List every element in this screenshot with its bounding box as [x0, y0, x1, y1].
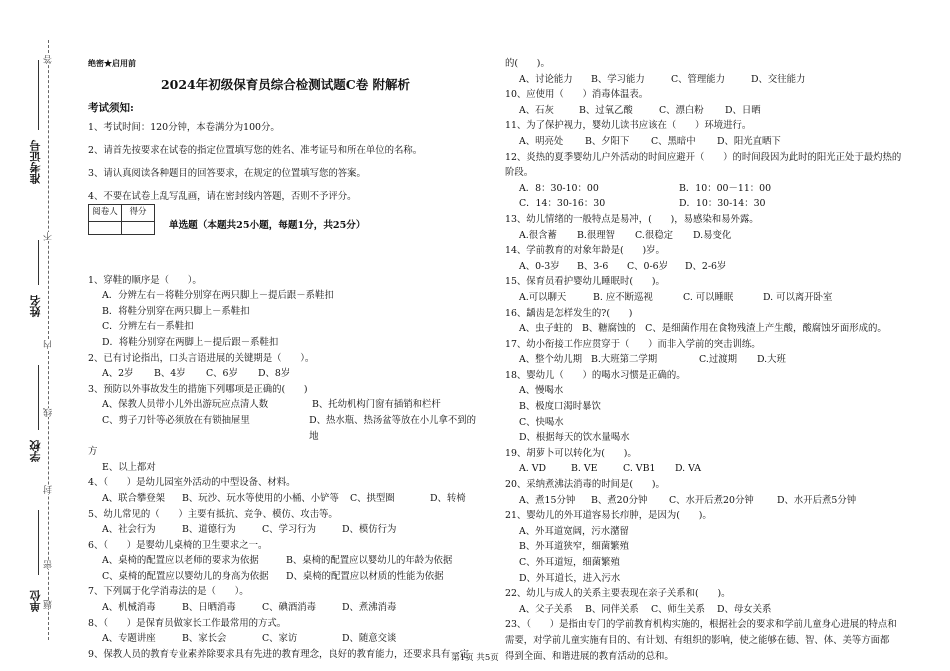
- option-b: B、煮20分钟: [591, 494, 648, 506]
- seal-mark-4: 线: [44, 408, 54, 417]
- option-d: D、热水瓶、热汤盆等放在小儿拿不到的地: [309, 414, 477, 442]
- option-c: C．分辨左右－系鞋扣: [102, 321, 194, 333]
- exam-number-label: 准考证号: [29, 140, 42, 184]
- seal-mark-tail: 题: [44, 600, 54, 609]
- question-6: [88, 538, 483, 585]
- option-a: A、机械消毒: [102, 602, 156, 614]
- instruction-4: 4、不要在试卷上乱写乱画，请在密封线内答题，否则不予评分。: [88, 190, 357, 202]
- option-a: A、整个幼儿期: [519, 354, 583, 366]
- exam-number-line: [38, 60, 39, 130]
- question-stem: 16、龋齿是怎样发生的?( ): [505, 307, 633, 319]
- question-14: [505, 243, 923, 274]
- option-a: A、2岁: [102, 368, 134, 380]
- option-c: C、拱型圈: [350, 492, 395, 504]
- options-row: [505, 103, 923, 119]
- question-stem-continued: 得到全面、和谐进展的教育活动的总和。: [505, 650, 674, 662]
- question-19: [505, 446, 923, 477]
- option-a: A、父子关系: [519, 603, 573, 615]
- question-stem-continued: 需要，对学前儿童实施有目的、有计划、有组织的影响，使之能够在德、智、体、美等方面都: [505, 634, 890, 646]
- question-stem-continued: 阶段。: [505, 167, 534, 179]
- page-footer: 第1页 共5页: [451, 653, 499, 663]
- question-8: [88, 616, 483, 647]
- option-d: D、转椅: [430, 492, 466, 504]
- options-row: [88, 569, 483, 585]
- option-b: B、桌椅的配置应以婴幼儿的年龄为依据: [286, 555, 453, 567]
- option-c: C.过渡期: [699, 354, 737, 366]
- options-row: [505, 196, 923, 212]
- question-10: [505, 87, 923, 118]
- option-b: B、3-6: [577, 260, 609, 272]
- option-c: C、管理能力: [671, 73, 726, 85]
- school-line: [38, 365, 39, 430]
- option-d: D．将鞋分别穿在两脚上－提后跟－系鞋扣: [102, 336, 279, 348]
- option-b: B、日晒消毒: [182, 602, 236, 614]
- question-stem: 1、穿鞋的顺序是（ ）。: [88, 274, 202, 286]
- option-b: B、托幼机构门窗有插销和栏杆: [312, 399, 441, 411]
- question-stem: 9、保教人员的教育专业素养除要求具有先进的教育理念，良好的教育能力，还要求具有一定: [88, 648, 469, 660]
- option-c: C、水开后煮20分钟: [669, 494, 754, 506]
- option-b: B. VE: [571, 463, 598, 475]
- question-stem: 6、（ ）是婴幼儿桌椅的卫生要求之一。: [88, 539, 268, 551]
- options-row: [505, 134, 923, 150]
- options-row: [88, 491, 483, 507]
- option-d: D、模仿行为: [342, 524, 397, 536]
- options-row: [88, 522, 483, 538]
- option-a: A、明亮处: [519, 135, 564, 147]
- question-stem: 13、幼儿情绪的一般特点是易冲，( )，易感染和易外露。: [505, 213, 759, 225]
- question-4: [88, 475, 483, 506]
- option-e: E、以上都对: [102, 461, 156, 473]
- option-a: A、石灰: [519, 104, 554, 116]
- option-a: A.很含蓄: [519, 229, 557, 241]
- left-column: [88, 56, 483, 662]
- instruction-1: 1、考试时间：120分钟，本卷满分为100分。: [88, 121, 280, 133]
- options-row: [505, 493, 923, 509]
- option-b: B、玩沙、玩水等使用的小桶、小铲等: [182, 492, 339, 504]
- options-row: [505, 290, 923, 306]
- option-d: D、8岁: [258, 368, 291, 380]
- score-row: [88, 207, 483, 241]
- question-stem: 7、下列属于化学消毒法的是（ ）。: [88, 586, 249, 598]
- question-stem: 20、采纳煮沸法消毒的时间是( )。: [505, 479, 665, 491]
- option-d: D、母女关系: [717, 603, 772, 615]
- option-b: B.很理智: [577, 229, 615, 241]
- option-a: A、社会行为: [102, 524, 156, 536]
- question-9-continued: [505, 56, 923, 87]
- question-stem: 5、幼儿常见的（ ）主要有抵抗、竞争、模仿、攻击等。: [88, 508, 338, 520]
- option-c: C、桌椅的配置应以婴幼儿的身高为依据: [102, 570, 269, 582]
- option-b: B.大班第二学期: [591, 354, 658, 366]
- question-17: [505, 337, 923, 368]
- question-16: [505, 306, 923, 337]
- question-1: [88, 273, 483, 351]
- options-row: [88, 397, 483, 413]
- seal-mark-1: 答: [44, 55, 54, 64]
- question-stem: 3、预防以外事故发生的措施下列哪项是正确的( ): [88, 383, 308, 395]
- question-stem: 4、（ ）是幼儿园室外活动的中型设备、材料。: [88, 477, 296, 489]
- option-a: A、讨论能力: [519, 73, 573, 85]
- option-a: A、保教人员带小儿外出游玩应点清人数: [102, 399, 269, 411]
- question-stem: 15、保育员看护婴幼儿睡眠时( )。: [505, 276, 665, 288]
- option-d-continued: 方: [88, 446, 98, 458]
- question-2: [88, 351, 483, 382]
- option-b: B、道德行为: [182, 524, 236, 536]
- option-a: A．分辨左右－将鞋分别穿在两只脚上－提后跟－系鞋扣: [102, 290, 334, 302]
- option-a: A.可以聊天: [519, 291, 567, 303]
- option-a: A、专题讲座: [102, 633, 156, 645]
- option-c: C、漂白粉: [659, 104, 704, 116]
- option-a: A、联合攀登架: [102, 492, 166, 504]
- option-c: C、碘酒消毒: [262, 602, 317, 614]
- question-7: [88, 584, 483, 615]
- options-row: [505, 181, 923, 197]
- question-15: [505, 274, 923, 305]
- option-b: B、极度口渴时暴饮: [519, 401, 601, 413]
- question-13: [505, 212, 923, 243]
- question-stem: 21、婴幼儿的外耳道容易长疖肿，是因为( )。: [505, 510, 712, 522]
- question-22: [505, 586, 923, 617]
- question-stem: 22、幼儿与成人的关系主要表现在亲子关系和( )。: [505, 588, 731, 600]
- options-row: [88, 366, 483, 382]
- score-cell: 得分: [122, 205, 155, 222]
- option-a: A、慢喝水: [519, 385, 564, 397]
- question-11: [505, 118, 923, 149]
- option-b: B、4岁: [154, 368, 186, 380]
- question-stem: 18、婴幼儿（ ）的喝水习惯是正确的。: [505, 369, 686, 381]
- option-b: B．10：00－11：00: [679, 182, 772, 194]
- option-c: C.很稳定: [635, 229, 673, 241]
- options-row: [505, 72, 923, 88]
- question-18: [505, 368, 923, 446]
- question-3: [88, 382, 483, 476]
- option-c: C. 可以睡眠: [683, 291, 734, 303]
- score-table: [88, 204, 155, 235]
- option-d: D. VA: [675, 463, 702, 475]
- question-21: [505, 508, 923, 586]
- option-d: D、根据每天的饮水量喝水: [519, 432, 630, 444]
- option-c: C、外耳道短，细菌繁殖: [519, 557, 620, 568]
- grader-blank[interactable]: [89, 221, 122, 234]
- question-stem-continued: 的( )。: [505, 58, 550, 69]
- seal-mark-3: 内: [44, 340, 54, 349]
- unit-label: 单位: [29, 590, 42, 612]
- questions-left: [88, 273, 483, 663]
- option-c: C．14：30-16：30: [519, 198, 606, 210]
- option-d: D、水开后煮5分钟: [777, 494, 857, 506]
- question-5: [88, 507, 483, 538]
- question-stem: 11、为了保护视力，婴幼儿读书应该在（ ）环境进行。: [505, 120, 752, 132]
- option-c: C、师生关系: [651, 603, 706, 615]
- options-row: [88, 631, 483, 647]
- option-a: A、桌椅的配置应以老师的要求为依据: [102, 555, 259, 567]
- options-row: [505, 461, 923, 477]
- instruction-3: 3、请认真阅读各种题目的回答要求，在规定的位置填写您的答案。: [88, 167, 366, 179]
- option-c: C、家访: [262, 633, 298, 645]
- question-stem: 14、学前教育的对象年龄是( )岁。: [505, 245, 665, 257]
- question-stem: 2、已有讨论指出，口头言语进展的关键期是（ ）。: [88, 352, 315, 364]
- seal-mark-2: 不: [44, 232, 54, 241]
- option-a: A、0-3岁: [519, 260, 560, 272]
- question-12: [505, 150, 923, 212]
- question-stem: 17、幼小衔接工作应贯穿于（ ）而非入学前的突击训练。: [505, 338, 761, 350]
- question-stem: 8、（ ）是保育员做家长工作最常用的方式。: [88, 617, 287, 629]
- page-title: 2024年初级保育员综合检测试题C卷 附解析: [160, 76, 411, 92]
- option-d: D、2-6岁: [685, 260, 727, 272]
- option-b: B．将鞋分别穿在两只脚上－系鞋扣: [102, 305, 250, 317]
- binding-margin: [0, 0, 80, 671]
- option-a: A. VD: [519, 463, 547, 475]
- option-b: B、学习能力: [591, 73, 645, 85]
- score-blank[interactable]: [122, 221, 155, 234]
- grader-cell: 阅卷人: [89, 205, 122, 222]
- option-c: C、剪子刀针等必须放在有锁抽屉里: [102, 414, 250, 426]
- options-line: A、虫子蛀的 B、糖腐蚀的 C、是细菌作用在食物残渣上产生酸，酸腐蚀牙面形成的。: [519, 323, 887, 335]
- options-row: [88, 553, 483, 569]
- option-b: B、夕阳下: [585, 135, 630, 147]
- option-a: A．8：30-10：00: [519, 182, 599, 194]
- option-d: D. 可以离开卧室: [763, 291, 833, 303]
- option-d: D.大班: [757, 354, 786, 366]
- options-row: [505, 259, 923, 275]
- section-heading: 单选题（本题共25小题，每题1分，共25分）: [169, 219, 366, 231]
- option-c: C. VB1: [623, 463, 656, 475]
- question-stem: 23、（ ）是指由专门的学前教育机构实施的，根据社会的要求和学前儿童身心进展的特点和: [505, 619, 897, 631]
- option-b: B、同伴关系: [585, 603, 639, 615]
- name-line: [38, 240, 39, 285]
- question-20: [505, 477, 923, 508]
- option-b: B、家长会: [182, 633, 227, 645]
- option-c: C、快喝水: [519, 416, 564, 428]
- options-row: [505, 228, 923, 244]
- option-a: A、外耳道宽阔，污水潴留: [519, 525, 629, 537]
- option-d: D、阳光直晒下: [717, 135, 781, 147]
- option-d: D、交往能力: [751, 73, 806, 85]
- option-c: C、6岁: [206, 368, 238, 380]
- option-d: D、日晒: [725, 104, 761, 116]
- seal-mark-6: 密: [44, 560, 54, 569]
- option-d: D．10：30-14：30: [679, 198, 766, 210]
- secret-mark: 绝密★启用前: [88, 58, 136, 68]
- option-d: D、煮沸消毒: [342, 602, 397, 614]
- option-c: C、黑暗中: [651, 135, 696, 147]
- options-row: [505, 352, 923, 368]
- notice-title: 考试须知:: [88, 101, 134, 114]
- instruction-2: 2、请首先按要求在试卷的指定位置填写您的姓名、准考证号和所在单位的名称。: [88, 144, 423, 156]
- option-b: B、过氧乙酸: [579, 104, 633, 116]
- option-c: C、学习行为: [262, 524, 317, 536]
- option-d: D、桌椅的配置应以材质的性能为依据: [286, 570, 444, 582]
- option-c: C、0-6岁: [627, 260, 669, 272]
- options-row: [88, 413, 483, 444]
- right-column: [505, 56, 923, 664]
- option-b: B. 应不断巡视: [593, 291, 653, 303]
- options-row: [505, 602, 923, 618]
- option-d: D.易变化: [693, 229, 732, 241]
- unit-line: [38, 510, 39, 575]
- name-label: 姓名: [29, 295, 42, 317]
- option-d: D、外耳道长，进入污水: [519, 572, 621, 584]
- school-label: 学校: [29, 440, 42, 462]
- options-row: [88, 600, 483, 616]
- option-a: A、煮15分钟: [519, 494, 576, 506]
- question-stem: 19、胡萝卜可以转化为( )。: [505, 447, 637, 459]
- seal-mark-5: 封: [44, 485, 54, 494]
- question-stem: 10、应使用（ ）消毒体温表。: [505, 89, 649, 101]
- option-b: B、外耳道狭窄，细菌繁殖: [519, 541, 630, 553]
- option-d: D、随意交谈: [342, 633, 397, 645]
- question-stem: 12、炎热的夏季婴幼儿户外活动的时间应避开（ ）的时间段因为此时的阳光正处于最灼热的: [505, 151, 902, 163]
